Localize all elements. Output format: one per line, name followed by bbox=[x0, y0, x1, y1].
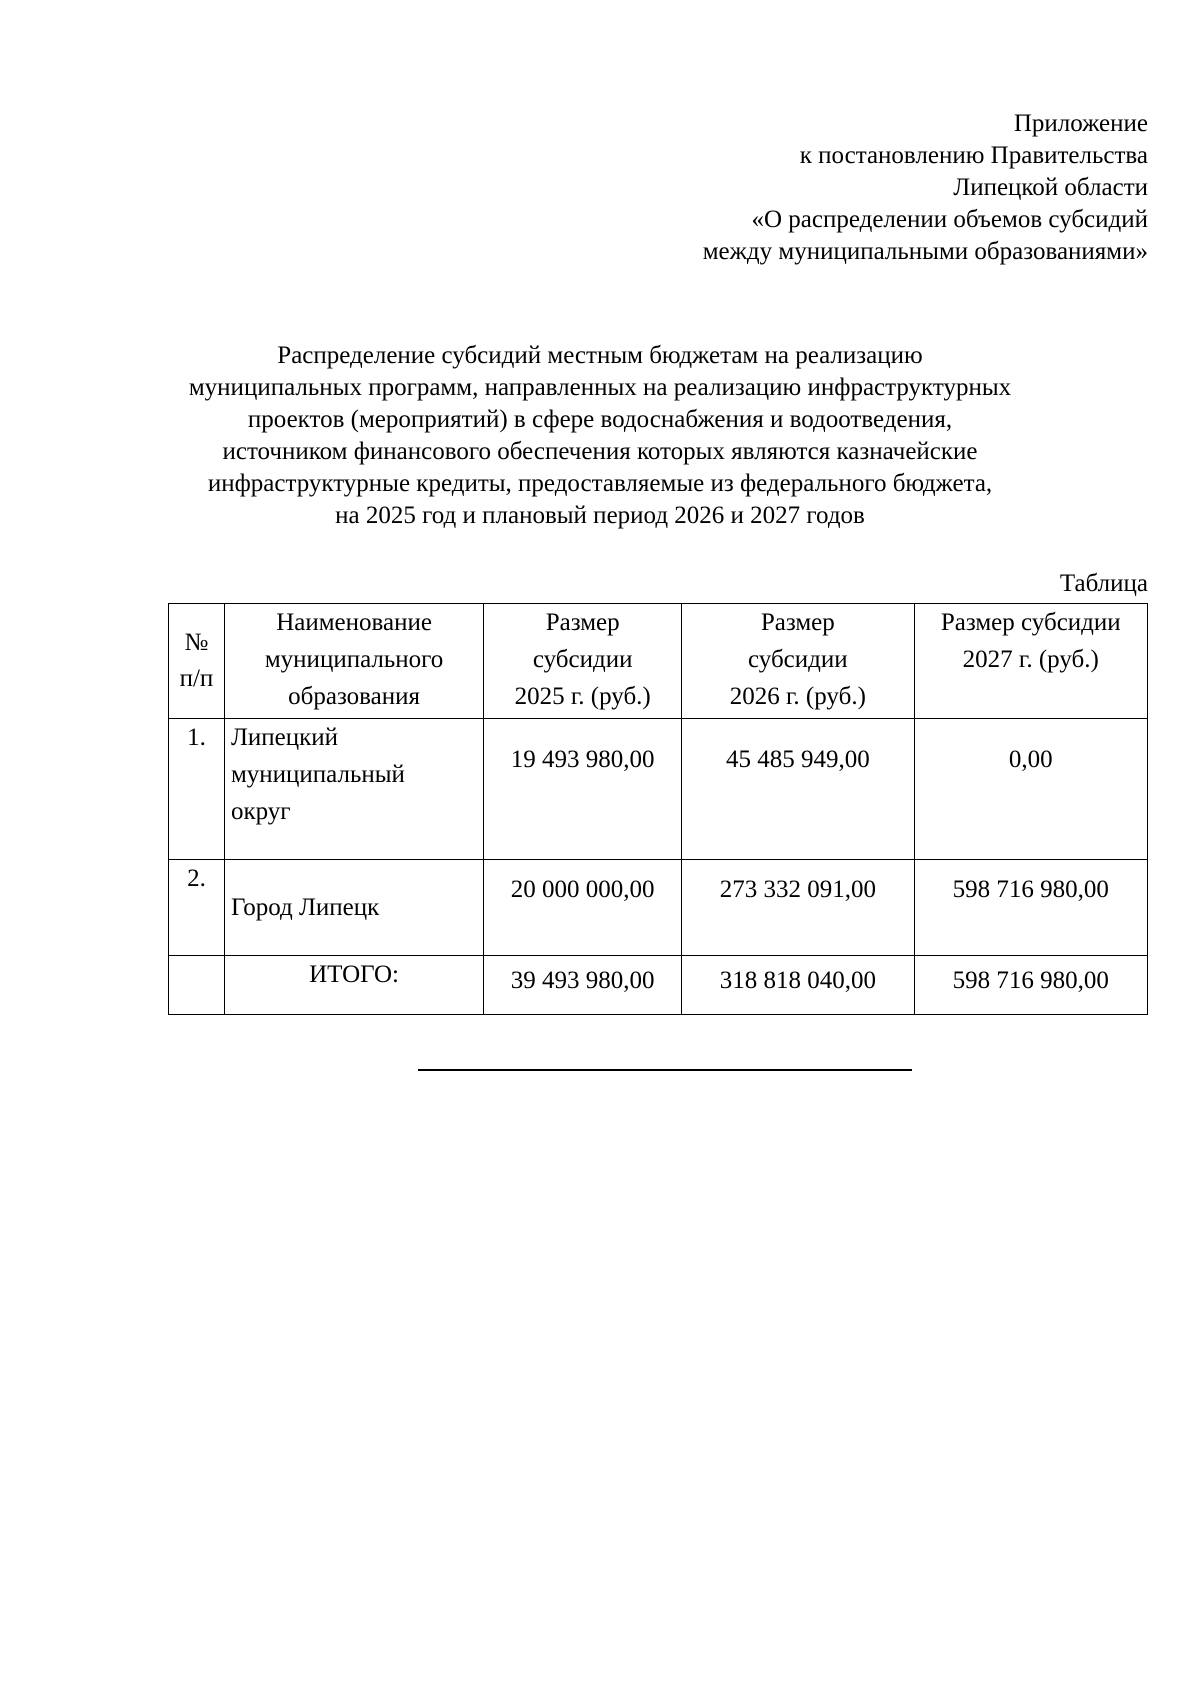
header-line: Размер bbox=[545, 609, 620, 636]
subsidy-2026: 45 485 949,00 bbox=[682, 719, 914, 860]
header-line: образования bbox=[288, 683, 420, 710]
title-line: муниципальных программ, направленных на реализацию инфраструктурных bbox=[188, 374, 1012, 401]
appendix-block bbox=[703, 108, 1148, 268]
appendix-line: «О распределении объемов субсидий bbox=[751, 206, 1148, 233]
subsidy-2025: 19 493 980,00 bbox=[484, 719, 682, 860]
total-label: ИТОГО: bbox=[224, 956, 483, 1015]
municipality-name bbox=[224, 719, 483, 860]
header-line: субсидии bbox=[748, 646, 848, 673]
municipality-name bbox=[224, 860, 483, 956]
subsidy-2026: 273 332 091,00 bbox=[682, 860, 914, 956]
header-line: 2025 г. (руб.) bbox=[514, 683, 651, 710]
subsidy-table bbox=[168, 603, 1148, 1015]
header-num bbox=[169, 604, 225, 719]
row-number: 2. bbox=[169, 860, 225, 956]
header-line: 2026 г. (руб.) bbox=[729, 683, 866, 710]
table-label: Таблица bbox=[1059, 570, 1148, 597]
name-line: муниципальный bbox=[230, 761, 405, 788]
header-name bbox=[224, 604, 483, 719]
total-2026: 318 818 040,00 bbox=[682, 956, 914, 1015]
document-title bbox=[0, 340, 1200, 532]
table-header-row bbox=[169, 604, 1148, 719]
appendix-line: Приложение bbox=[1013, 110, 1148, 137]
subsidy-2027: 598 716 980,00 bbox=[914, 860, 1147, 956]
header-line: муниципального bbox=[264, 646, 444, 673]
appendix-line: к постановлению Правительства bbox=[799, 142, 1148, 169]
header-2026 bbox=[682, 604, 914, 719]
name-line: Липецкий bbox=[230, 724, 339, 751]
header-line: 2027 г. (руб.) bbox=[962, 646, 1099, 673]
appendix-line: между муниципальными образованиями» bbox=[702, 238, 1148, 265]
total-2027: 598 716 980,00 bbox=[914, 956, 1147, 1015]
subsidy-2027: 0,00 bbox=[914, 719, 1147, 860]
header-line: № bbox=[184, 629, 209, 656]
name-line: Город Липецк bbox=[230, 894, 380, 921]
title-line: на 2025 год и плановый период 2026 и 2027 годов bbox=[335, 502, 865, 529]
title-line: источником финансового обеспечения которых являются казначейские bbox=[222, 438, 978, 465]
total-row bbox=[169, 956, 1148, 1015]
subsidy-2025: 20 000 000,00 bbox=[484, 860, 682, 956]
name-line: округ bbox=[230, 798, 291, 825]
table-row bbox=[169, 719, 1148, 860]
total-2025: 39 493 980,00 bbox=[484, 956, 682, 1015]
row-number: 1. bbox=[169, 719, 225, 860]
title-line: инфраструктурные кредиты, предоставляемые из федерального бюджета, bbox=[207, 470, 993, 497]
header-2027 bbox=[914, 604, 1147, 719]
header-line: Размер субсидии bbox=[940, 609, 1121, 636]
header-line: Размер bbox=[760, 609, 835, 636]
header-line: п/п bbox=[179, 665, 214, 692]
title-line: Распределение субсидий местным бюджетам на реализацию bbox=[277, 342, 923, 369]
total-empty-cell bbox=[169, 956, 225, 1015]
title-line: проектов (мероприятий) в сфере водоснабжения и водоотведения, bbox=[247, 406, 953, 433]
appendix-line: Липецкой области bbox=[953, 174, 1148, 201]
footer-divider bbox=[418, 1069, 912, 1071]
header-line: субсидии bbox=[532, 646, 633, 673]
table-row bbox=[169, 860, 1148, 956]
header-2025 bbox=[484, 604, 682, 719]
header-line: Наименование bbox=[276, 609, 432, 636]
